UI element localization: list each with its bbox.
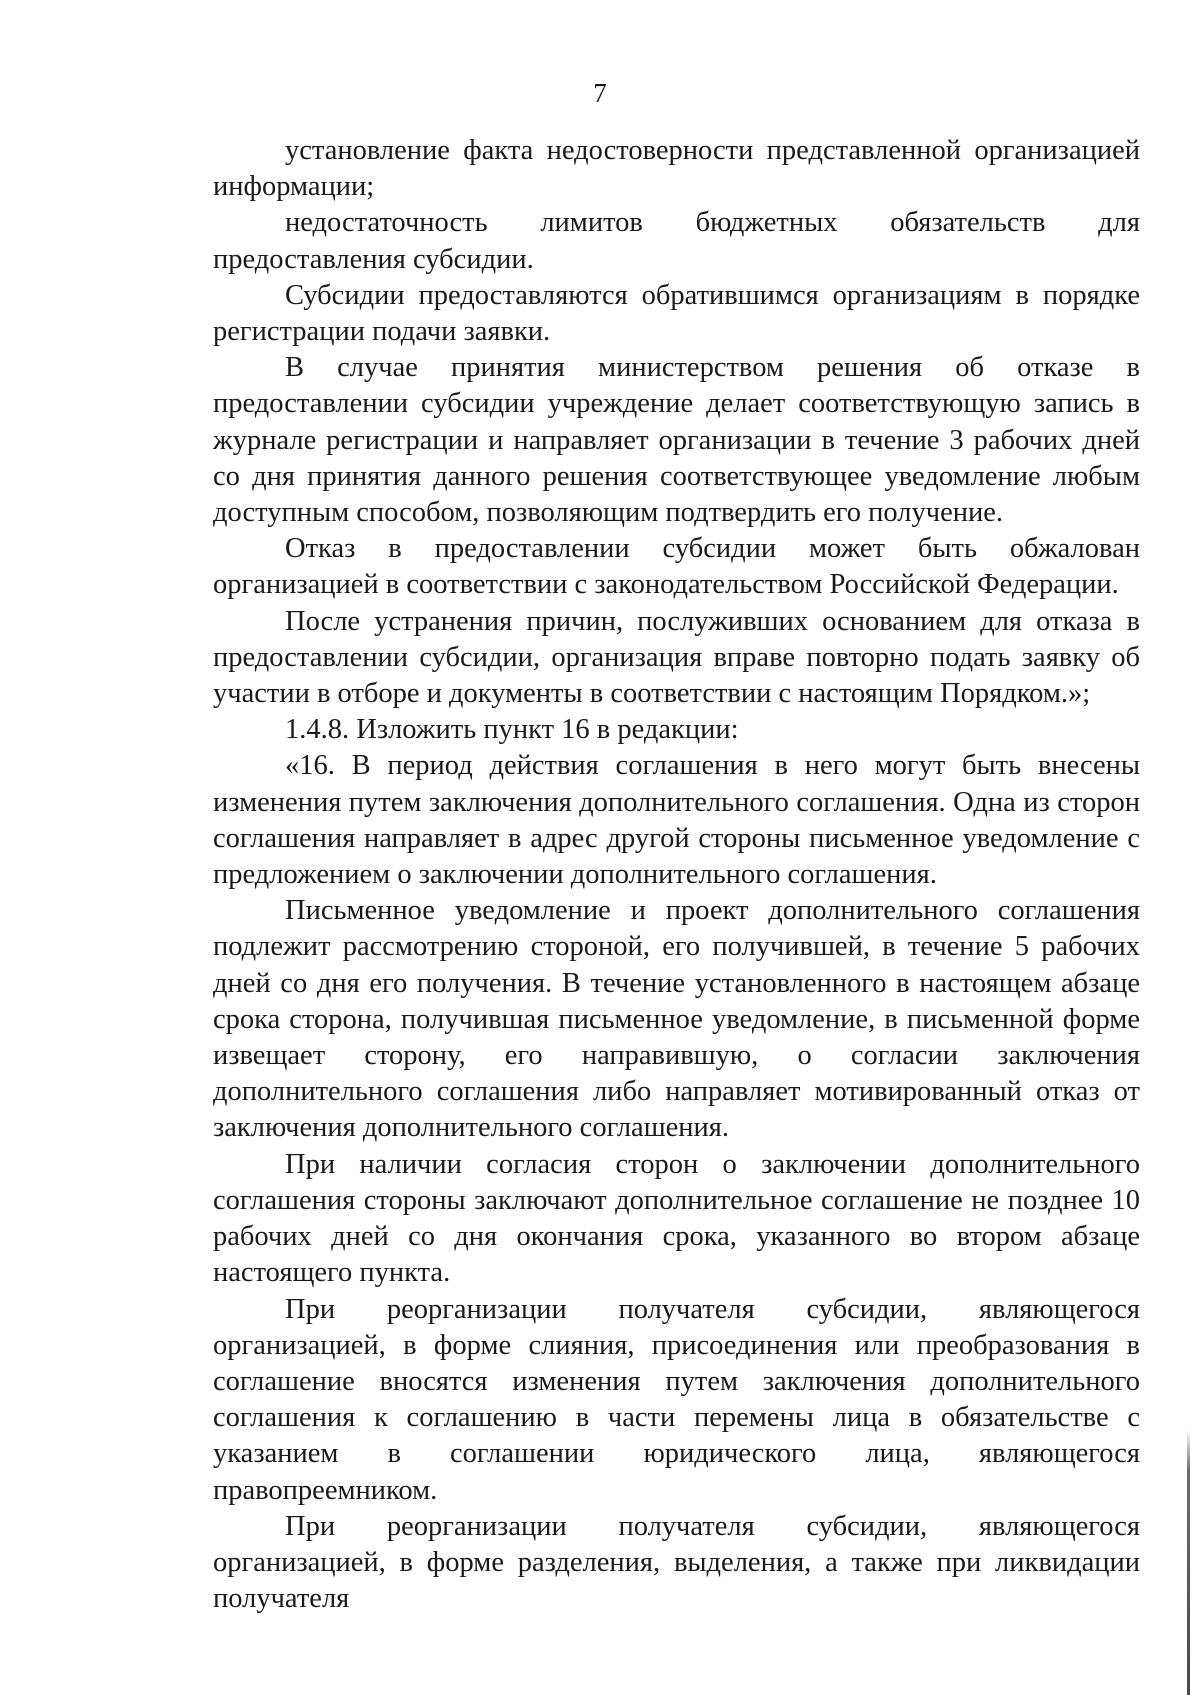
paragraph: В случае принятия министерством решения об отказе в предоставлении субсидии учреждение делает соответствующую запись в журнале регистрации и направляет организации в течение 3 рабочих дней со дня принятия данного решения соответствующее уведомление любым доступным способом, позволяющим подтвердить его получение. bbox=[213, 352, 1140, 529]
paragraph: установление факта недостоверности представленной организацией информации; bbox=[213, 135, 1140, 203]
page-number: 7 bbox=[593, 78, 607, 108]
paragraph: недостаточность лимитов бюджетных обязательств для предоставления субсидии. bbox=[213, 207, 1140, 275]
paragraph: При реорганизации получателя субсидии, являющегося организацией, в форме слияния, присоединения или преобразования в соглашение вносятся изменения путем заключения дополнительного соглашения к соглашению в части перемены лица в обязательстве с указанием в соглашении юридического лица, являющегося правопреемником. bbox=[213, 1293, 1140, 1506]
paragraph: При наличии согласия сторон о заключении дополнительного соглашения стороны заключают дополнительное соглашение не позднее 10 рабочих дней со дня окончания срока, указанного во втором абзаце настоящего пункта. bbox=[213, 1148, 1140, 1289]
scan-edge-line bbox=[1187, 1430, 1190, 1695]
paragraph: 1.4.8. Изложить пункт 16 в редакции: bbox=[285, 714, 739, 746]
document-body bbox=[213, 133, 1140, 1617]
paragraph: После устранения причин, послуживших основанием для отказа в предоставлении субсидии, организация вправе повторно подать заявку об участии в отборе и документы в соответствии с настоящим Порядком.»; bbox=[213, 605, 1140, 710]
paragraph: Письменное уведомление и проект дополнительного соглашения подлежит рассмотрению стороной, его получившей, в течение 5 рабочих дней со дня его получения. В течение установленного в настоящем абзаце срока сторона, получившая письменное уведомление, в письменной форме извещает сторону, его направившую, о согласии заключения дополнительного соглашения либо направляет мотивированный отказ от заключения дополнительного соглашения. bbox=[213, 895, 1140, 1144]
paragraph: «16. В период действия соглашения в него могут быть внесены изменения путем заключения дополнительного соглашения. Одна из сторон соглашения направляет в адрес другой стороны письменное уведомление с предложением о заключении дополнительного соглашения. bbox=[213, 750, 1140, 891]
paragraph: При реорганизации получателя субсидии, являющегося организацией, в форме разделения, выделения, а также при ликвидации получателя bbox=[213, 1510, 1140, 1615]
paragraph: Отказ в предоставлении субсидии может быть обжалован организацией в соответствии с законодательством Российской Федерации. bbox=[213, 533, 1140, 601]
paragraph: Субсидии предоставляются обратившимся организациям в порядке регистрации подачи заявки. bbox=[213, 279, 1140, 348]
